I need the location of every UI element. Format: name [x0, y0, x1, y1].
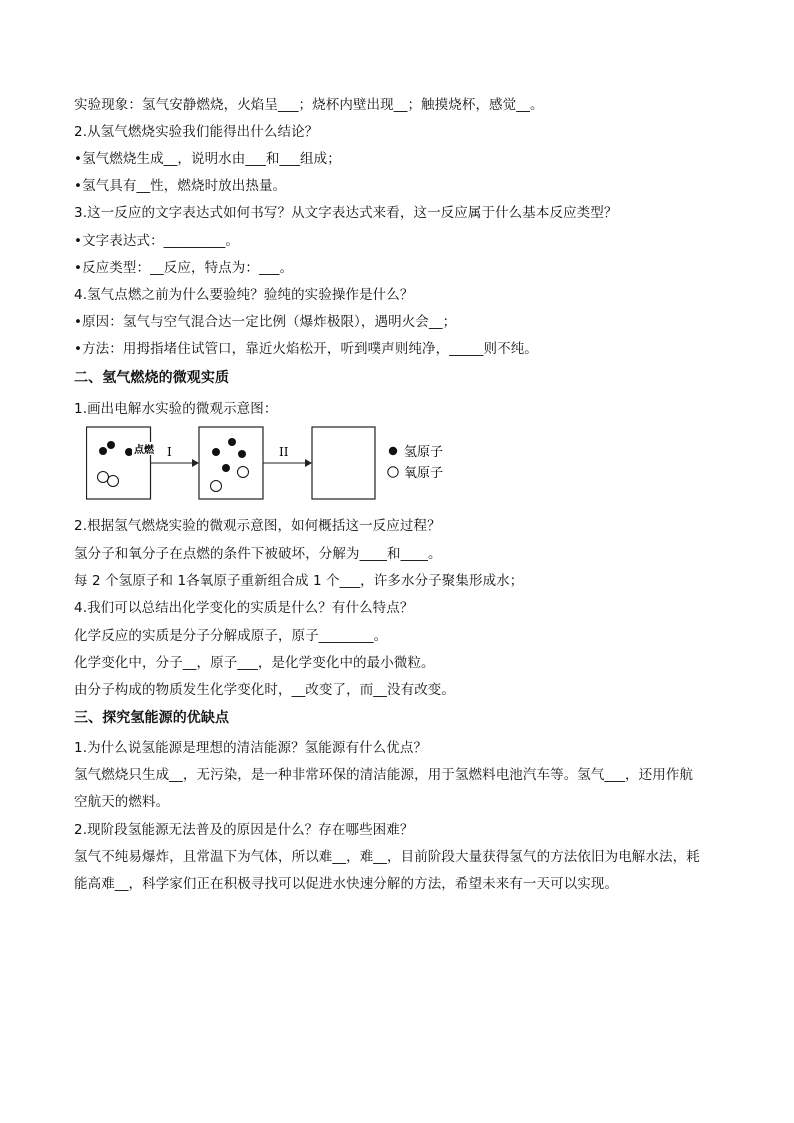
hydrogen-atom: [222, 464, 230, 472]
legend-hydrogen-icon: [389, 447, 397, 455]
arrow1-label: I: [167, 445, 172, 459]
conclusion-2: •氢气具有__性，燃烧时放出热量。: [74, 178, 287, 194]
question-2b: 2.根据氢气燃烧实验的微观示意图，如何概括这一反应过程？: [74, 518, 441, 534]
experiment-phenomenon: 实验现象：氢气安静燃烧，火焰呈___；烧杯内壁出现__；触摸烧杯，感觉__。: [74, 97, 544, 113]
question-4: 4.氢气点燃之前为什么要验纯？验纯的实验操作是什么？: [74, 287, 414, 303]
difficulty-text-2: 能高难__，科学家们正在积极寻找可以促进水快速分解的方法，希望未来有一天可以实现。: [74, 876, 619, 892]
box-atoms: [199, 427, 263, 499]
box-reactants: [87, 427, 151, 499]
question-4b: 4.我们可以总结出化学变化的实质是什么？有什么特点？: [74, 600, 414, 616]
box-products-empty: [312, 427, 375, 499]
essence-text: 化学反应的实质是分子分解成原子，原子________。: [74, 628, 388, 644]
hydrogen-atom: [238, 450, 246, 458]
arrow2-label: II: [279, 445, 289, 459]
legend-hydrogen-label: 氢原子: [404, 445, 444, 460]
question-3: 3.这一反应的文字表达式如何书写？从文字表达式来看，这一反应属于什么基本反应类型？: [74, 205, 618, 221]
advantage-text-1: 氢气燃烧只生成__，无污染，是一种非常环保的清洁能源，用于氢燃料电池汽车等。氢气___，还用作航: [74, 767, 694, 783]
hydrogen-atom: [125, 448, 133, 456]
reason-text: •原因：氢气与空气混合达一定比例（爆炸极限），遇明火会__；: [74, 314, 457, 330]
question-2: 2.从氢气燃烧实验我们能得出什么结论？: [74, 124, 319, 140]
feature-text-1: 化学变化中，分子__，原子___，是化学变化中的最小微粒。: [74, 655, 435, 671]
oxygen-atom: [98, 472, 109, 483]
hydrogen-atom: [99, 447, 107, 455]
hydrogen-atom: [212, 448, 220, 456]
diagram-prompt: 1.画出电解水实验的微观示意图：: [74, 401, 278, 417]
difficulty-text-1: 氢气不纯易爆炸，且常温下为气体，所以难__，难__，目前阶段大量获得氢气的方法依旧为电解水法，耗: [74, 849, 700, 865]
oxygen-atom: [108, 476, 119, 487]
reaction-type: •反应类型：__反应，特点为：___。: [74, 260, 294, 276]
word-equation: •文字表达式：_________。: [74, 233, 239, 249]
condition-label: 点燃: [134, 445, 154, 456]
conclusion-1: •氢气燃烧生成__，说明水由___和___组成；: [74, 151, 341, 167]
section-heading-2: 二、氢气燃烧的微观实质: [74, 370, 230, 386]
micro-diagram: [86, 426, 466, 502]
process-text-2: 每 2 个氢原子和 1各氧原子重新组合成 1 个___，许多水分子聚集形成水；: [74, 573, 524, 589]
process-text-1: 氢分子和氧分子在点燃的条件下被破坏，分解为____和____。: [74, 546, 442, 562]
advantage-text-2: 空航天的燃料。: [74, 794, 170, 810]
hydrogen-atom: [107, 441, 115, 449]
question-clean-energy: 1.为什么说氢能源是理想的清洁能源？氢能源有什么优点？: [74, 740, 428, 756]
oxygen-atom: [211, 481, 222, 492]
method-text: •方法：用拇指堵住试管口，靠近火焰松开，听到噗声则纯净，_____则不纯。: [74, 341, 538, 357]
question-difficulties: 2.现阶段氢能源无法普及的原因是什么？存在哪些困难？: [74, 822, 414, 838]
legend-oxygen-icon: [388, 467, 398, 477]
hydrogen-atom: [228, 438, 236, 446]
section-heading-3: 三、探究氢能源的优缺点: [74, 710, 230, 726]
oxygen-atom: [238, 467, 249, 478]
legend-oxygen-label: 氧原子: [404, 466, 444, 481]
feature-text-2: 由分子构成的物质发生化学变化时，__改变了，而__没有改变。: [74, 682, 455, 698]
